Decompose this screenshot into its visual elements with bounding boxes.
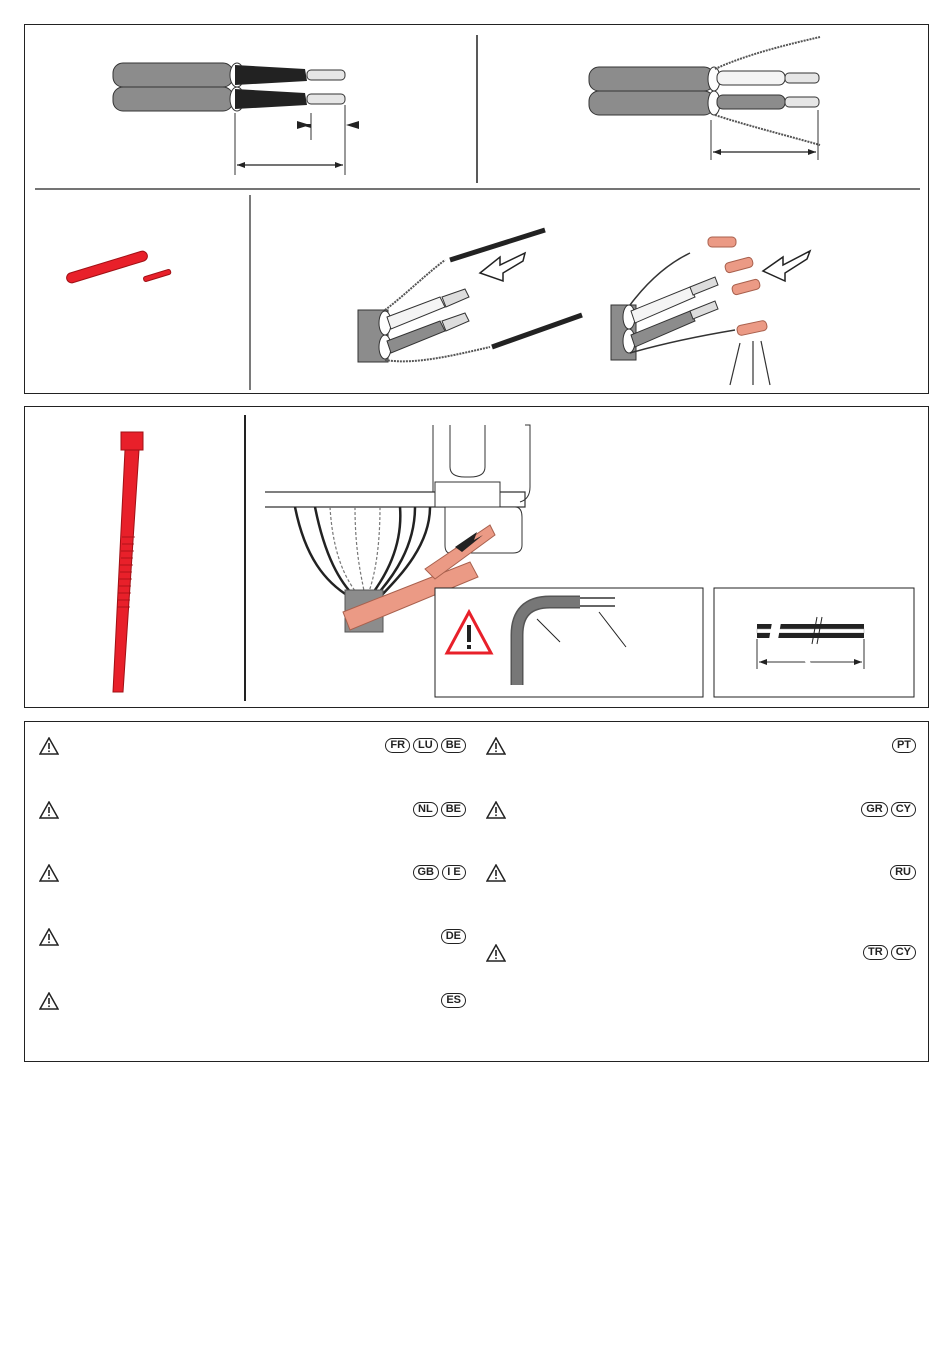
language-badges [413,865,467,880]
red-cable-tie-icon [113,432,143,692]
language-badge: NL [413,802,438,817]
warning-triangle-icon [39,992,59,1010]
twin-cable-dark-diagram [113,63,359,175]
ferrule-crimping-diagram [611,237,810,385]
language-badges [413,802,466,817]
bend-radius-warning-box [435,588,703,697]
language-badge: FR [385,738,410,753]
warning-triangle-icon [486,801,506,819]
language-badge: I E [442,865,466,880]
language-badges [861,802,916,817]
sheath-removal-diagram [358,230,582,362]
warning-triangle-icon [39,737,59,755]
language-badge: ES [441,993,466,1008]
language-badge: CY [891,945,916,960]
language-warnings-panel [24,721,929,1062]
warning-triangle-icon [486,944,506,962]
warning-triangle-icon [486,864,506,882]
language-badge: LU [413,738,438,753]
language-badges [863,945,916,960]
language-badge: GR [861,802,888,817]
insert-arrow-icon [763,251,810,281]
insert-arrow-icon [480,253,525,281]
stripping-panel [24,24,929,394]
language-badge: TR [863,945,888,960]
warning-triangle-icon [486,737,506,755]
strip-length-box [714,588,914,697]
language-badge: RU [890,865,916,880]
language-badges [385,738,466,753]
language-badge: BE [441,738,466,753]
warning-triangle-icon [39,801,59,819]
twin-cable-grey-diagram [589,37,820,160]
language-badges [441,993,466,1008]
warning-triangle-icon [39,928,59,946]
stripping-illustration [25,25,930,395]
language-badges [892,738,916,753]
language-badges [441,929,466,944]
warning-triangle-icon [39,864,59,882]
language-badge: BE [441,802,466,817]
language-badge: DE [441,929,466,944]
language-badge: CY [891,802,916,817]
cable-tie-panel [24,406,929,708]
language-badge: GB [413,865,440,880]
cable-tie-illustration [25,407,930,709]
language-badges [890,865,916,880]
red-ferrule-pin-icon [65,250,171,284]
language-badge: PT [892,738,916,753]
